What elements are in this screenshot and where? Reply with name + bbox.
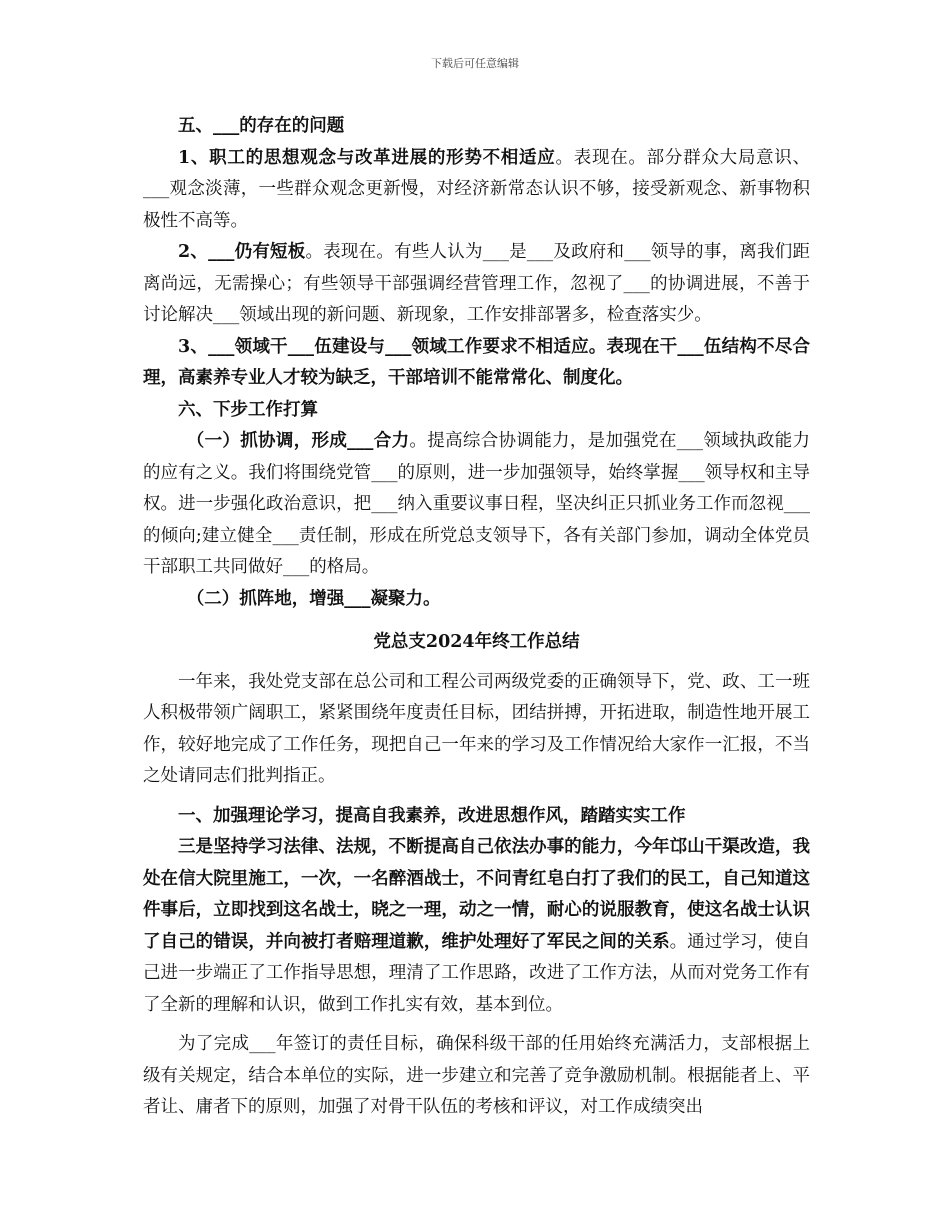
document-title: 党总支2024年终工作总结 <box>373 632 580 652</box>
section-six-title: 六、下步工作打算 <box>178 399 318 420</box>
paragraph-intro: 一年来，我处党支部在总公司和工程公司两级党委的正确领导下，党、政、工一班人积极带领广阔职工，紧紧围绕年度责任目标，团结拼搏，开拓进取，制造性地开展工作，较好地完成了工作任务，现把自己一年来的学习及工作情况给大家作一汇报，不当之处请同志们批判指正。 <box>143 671 810 786</box>
paragraph-problem-1-text: 。表现在。部分群众大局意识、___观念淡薄，一些群众观念更新慢，对经济新常态认识不够，接受新观念、新事物积极性不高等。 <box>143 147 811 231</box>
paragraph-problem-3: 3、___领域干___伍建设与___领域工作要求不相适应。表现在干___伍结构不尽合理，高素养专业人才较为缺乏，干部培训不能常常化、制度化。 <box>143 336 810 388</box>
paragraph-plan-1 <box>143 426 810 584</box>
paragraph-law-study-text: 。通过学习，使自己进一步端正了工作指导思想，理清了工作思路，改进了工作方法，从而对党务工作有了全新的理解和认识，做到工作扎实有效，基本到位。 <box>143 931 811 1015</box>
paragraph-problem-2-text: 。表现在。有些人认为___是___及政府和___领导的事，离我们距离尚远，无需操心；有些领导干部强调经营管理工作，忽视了___的协调进展，不善于讨论解决___领域出现的新问题、新现象，工作安排部署多，检查落实少。 <box>143 242 810 325</box>
paragraph-target: 为了完成___年签订的责任目标，确保科级干部的任用始终充满活力，支部根据上级有关规定，结合本单位的实际，进一步建立和完善了竞争激励机制。根据能者上、平者让、庸者下的原则，加强了对骨干队伍的考核和评议，对工作成绩突出 <box>143 1034 810 1117</box>
document-body <box>143 111 810 1124</box>
paragraph-plan-2: （二）抓阵地，增强___凝聚力。 <box>186 588 441 609</box>
paragraph-plan-1-lead: （一）抓协调，形成___合力 <box>186 431 410 451</box>
section-five-title: 五、___的存在的问题 <box>178 116 345 136</box>
paragraph-problem-2 <box>143 237 810 332</box>
page-header-note: 下载后可任意编辑 <box>431 57 519 70</box>
paragraph-law-study-lead: 三是坚持学习法律、法规，不断提高自己依法办事的能力，今年邙山干渠改造，我处在信大院里施工，一次，一名醉酒战士，不问青红皂白打了我们的民工，自己知道这件事后，立即找到这名战士，晓之一理，动之一情，耐心的说服教育，使这名战士认识了自己的错误，并向被打者赔理道歉，维护处理好了军民之间的关系 <box>143 837 810 952</box>
section-one-title: 一、加强理论学习，提高自我素养，改进思想作风，踏踏实实工作 <box>178 805 686 826</box>
paragraph-plan-1-text: 。提高综合协调能力，是加强党在___领域执政能力的应有之义。我们将围绕党管___的原则，进一步加强领导，始终掌握___领导权和主导权。进一步强化政治意识，把___纳入重要议事日程，坚决纠正只抓业务工作而忽视___的倾向;建立健全___责任制，形成在所党总支领导下，各有关部门参加，调动全体党员干部职工共同做好___的格局。 <box>143 431 811 577</box>
paragraph-law-study <box>143 832 810 1021</box>
paragraph-problem-1-lead: 1、职工的思想观念与改革进展的形势不相适应 <box>178 147 556 168</box>
paragraph-problem-2-lead: 2、___仍有短板 <box>178 242 306 262</box>
paragraph-problem-1 <box>143 143 810 238</box>
